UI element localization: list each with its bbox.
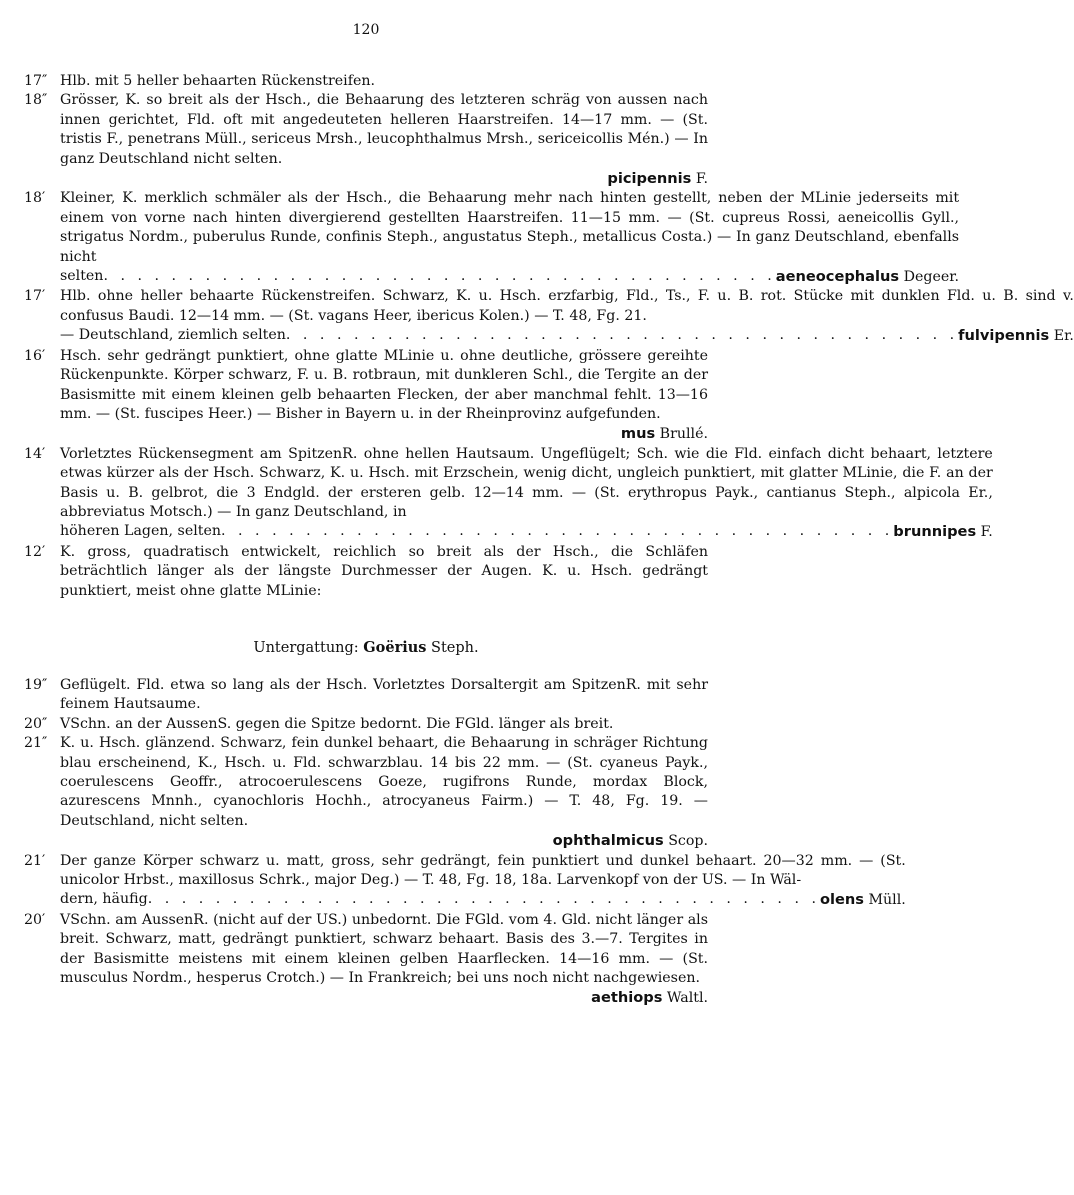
entry-body — [60, 189, 959, 287]
entry-text: Der ganze Körper schwarz u. matt, gross, sehr gedrängt, fein punktiert und dunkel behaart. 20—32 mm. — (St. unicolor Hrbst., maxillosus Schrk., major Deg.) — T. 48, Fg. 18, 18a. Larvenkopf von der US. — In Wäl- — [60, 852, 906, 889]
species-name: fulvipennis — [958, 327, 1050, 345]
key-entry — [24, 91, 708, 189]
key-entry — [24, 852, 906, 911]
entry-body — [60, 676, 708, 715]
key-entry — [24, 734, 708, 851]
entry-number: 17″ — [24, 73, 48, 89]
species-name-group — [60, 988, 708, 1008]
species-author: Degeer. — [903, 269, 960, 286]
entry-body — [60, 852, 906, 911]
entry-text: Hsch. sehr gedrängt punktiert, ohne glatte MLinie u. ohne deutliche, grössere gereihte Rückenpunkte. Körper schwarz, F. u. B. rotbraun, mit dunkleren Schl., die Tergite an der Basismitte mit einem kleinen gelb behaarten Flecken, der aber manchmal fehlt. 13—16 mm. — (St. fuscipes Heer.) — Bisher in Bayern u. in der Rheinprovinz aufgefunden. — [60, 347, 708, 422]
entry-body — [60, 911, 708, 1009]
subgenus-heading — [24, 639, 708, 656]
entry-number: 19″ — [24, 676, 48, 693]
entry-number: 21″ — [24, 735, 48, 752]
species-name: olens — [819, 891, 864, 909]
dot-leader: . . . . . . . . . . . . . . . . . . . . . . . . . . . . . . . . . . . . . . . . — [221, 523, 894, 540]
entry-text: VSchn. an der AussenS. gegen die Spitze bedornt. Die FGld. länger als breit. — [60, 715, 614, 732]
species-name-group — [776, 267, 959, 287]
entry-body — [60, 287, 1074, 346]
entry-text: K. gross, quadratisch entwickelt, reichlich so breit als der Hsch., die Schläfen beträchtlich länger als der längste Durchmesser der Augen. K. u. Hsch. gedrängt punktiert, meist ohne glatte MLinie: — [60, 543, 708, 599]
key-entry — [24, 287, 1074, 346]
species-name: aethiops — [591, 989, 663, 1007]
entry-tail: — Deutschland, ziemlich selten — [60, 327, 286, 344]
species-name-group — [958, 326, 1074, 346]
entry-number: 18′ — [24, 190, 46, 207]
entry-leader-line — [60, 267, 959, 287]
species-author: Er. — [1053, 328, 1074, 345]
subgenus-prefix: Untergattung: — [253, 639, 359, 656]
dot-leader: . . . . . . . . . . . . . . . . . . . . . . . . . . . . . . . . . . . . . . . . — [147, 891, 820, 908]
entry-text: Hlb. mit 5 heller behaarten Rückenstreifen. — [60, 73, 375, 89]
page-number: 120 — [352, 22, 380, 38]
species-name-group — [60, 831, 708, 851]
key-entry — [24, 911, 708, 1009]
entry-body — [60, 543, 708, 601]
species-name: aeneocephalus — [775, 268, 900, 286]
entry-body — [60, 445, 993, 543]
species-name: mus — [620, 425, 656, 443]
key-entries-bottom — [24, 676, 906, 1009]
key-entry — [24, 543, 708, 601]
key-entry — [24, 676, 708, 715]
entry-number: 17′ — [24, 288, 46, 305]
entry-text: Grösser, K. so breit als der Hsch., die Behaarung des letzteren schräg von aussen nach innen gerichtet, Fld. oft mit angedeuteten helleren Haarstreifen. 14—17 mm. — (St. tristis F., penetrans Müll., sericeus Mrsh., leucophthalmus Mrsh., sericeicollis Mén.) — In ganz Deutschland nicht selten. — [60, 92, 708, 167]
entry-number: 21′ — [24, 852, 46, 869]
species-name: ophthalmicus — [552, 832, 664, 850]
species-author: Brullé. — [659, 426, 708, 443]
entry-text: Vorletztes Rückensegment am SpitzenR. ohne hellen Hautsaum. Ungeflügelt; Sch. wie die Fld. einfach dicht behaart, letztere etwas kürzer als der Hsch. Schwarz, K. u. Hsch. mit Erzschein, wenig dicht, ungleich punktiert, mit glatter MLinie, die F. an der Basis u. B. gelbrot, die 3 Endgld. der ersteren gelb. 12—14 mm. — (St. erythropus Payk., cantianus Steph., alpicola Er., abbreviatus Motsch.) — In ganz Deutschland, in — [60, 445, 993, 520]
species-author: Müll. — [868, 892, 906, 909]
entry-tail: dern, häufig — [60, 891, 148, 908]
entry-text: VSchn. am AussenR. (nicht auf der US.) unbedornt. Die FGld. vom 4. Gld. nicht länger als breit. Schwarz, matt, gedrängt punktiert, schwarz behaart. Basis des 3.—7. Tergites in der Basismitte meistens mit einem kleinen gelben Haarflecken. 14—16 mm. — (St. musculus Nordm., hesperus Crotch.) — In Frankreich; bei uns noch nicht nachgewiesen. — [60, 911, 708, 987]
entry-number: 18″ — [24, 92, 48, 109]
dot-leader: . . . . . . . . . . . . . . . . . . . . . . . . . . . . . . . . . . . . . . . . — [103, 268, 776, 285]
entry-tail: höheren Lagen, selten — [60, 523, 222, 540]
subgenus-author: Steph. — [431, 639, 479, 656]
dot-leader: . . . . . . . . . . . . . . . . . . . . . . . . . . . . . . . . . . . . . . . . — [285, 327, 959, 344]
entry-body — [60, 72, 708, 91]
species-author: F. — [695, 171, 708, 188]
entry-tail: selten — [60, 268, 104, 285]
entry-body — [60, 347, 708, 445]
entry-leader-line — [60, 890, 906, 910]
key-entries-top — [24, 72, 1074, 601]
key-entry — [24, 189, 960, 287]
species-name-group — [60, 169, 708, 189]
subgenus-name: Goërius — [363, 638, 427, 656]
entry-body — [60, 715, 708, 734]
key-entry — [24, 445, 993, 543]
species-name-group — [820, 890, 906, 910]
entry-number: 12′ — [24, 543, 46, 560]
entry-text: Hlb. ohne heller behaarte Rückenstreifen. Schwarz, K. u. Hsch. erzfarbig, Fld., Ts., F. u. B. rot. Stücke mit dunklen Fld. u. B. sind v. confusus Baudi. 12—14 mm. — (St. vagans Heer, ibericus Kolen.) — T. 48, Fg. 21. — [60, 288, 1074, 324]
entry-leader-line — [60, 522, 993, 542]
entry-leader-line — [60, 326, 1074, 346]
entry-body — [60, 91, 708, 189]
species-name: brunnipes — [893, 523, 977, 541]
key-entry — [24, 347, 708, 445]
entry-body — [60, 734, 708, 851]
entry-number: 20′ — [24, 911, 46, 928]
key-entry — [24, 72, 708, 91]
species-author: F. — [980, 524, 993, 541]
species-author: Scop. — [668, 833, 708, 850]
entry-number: 16′ — [24, 347, 46, 364]
species-name-group — [893, 522, 993, 542]
species-name-group — [60, 424, 708, 444]
entry-text: Geflügelt. Fld. etwa so lang als der Hsch. Vorletztes Dorsaltergit am SpitzenR. mit sehr feinem Hautsaume. — [60, 676, 708, 713]
entry-text: Kleiner, K. merklich schmäler als der Hsch., die Behaarung mehr nach hinten gestellt, neben der MLinie jederseits mit einem von vorne nach hinten divergierend gestellten Haarstreifen. 11—15 mm. — (St. cupreus Rossi, aeneicollis Gyll., strigatus Nordm., puberulus Runde, confinis Steph., angustatus Steph., metallicus Costa.) — In ganz Deutschland, ebenfalls nicht — [60, 190, 960, 265]
entry-number: 14′ — [24, 445, 46, 462]
species-name: picipennis — [607, 170, 692, 188]
entry-number: 20″ — [24, 715, 48, 732]
key-entry — [24, 715, 708, 734]
entry-text: K. u. Hsch. glänzend. Schwarz, fein dunkel behaart, die Behaarung in schräger Richtung blau erscheinend, K., Hsch. u. Fld. schwarzblau. 14 bis 22 mm. — (St. cyaneus Payk., coerulescens Geoffr., atrocoerulescens Goeze, rugifrons Runde, mordax Block, azurescens Mnnh., cyanochloris Hochh., atrocyaneus Fairm.) — T. 48, Fg. 19. — Deutschland, nicht selten. — [60, 735, 708, 829]
species-author: Waltl. — [666, 990, 708, 1007]
